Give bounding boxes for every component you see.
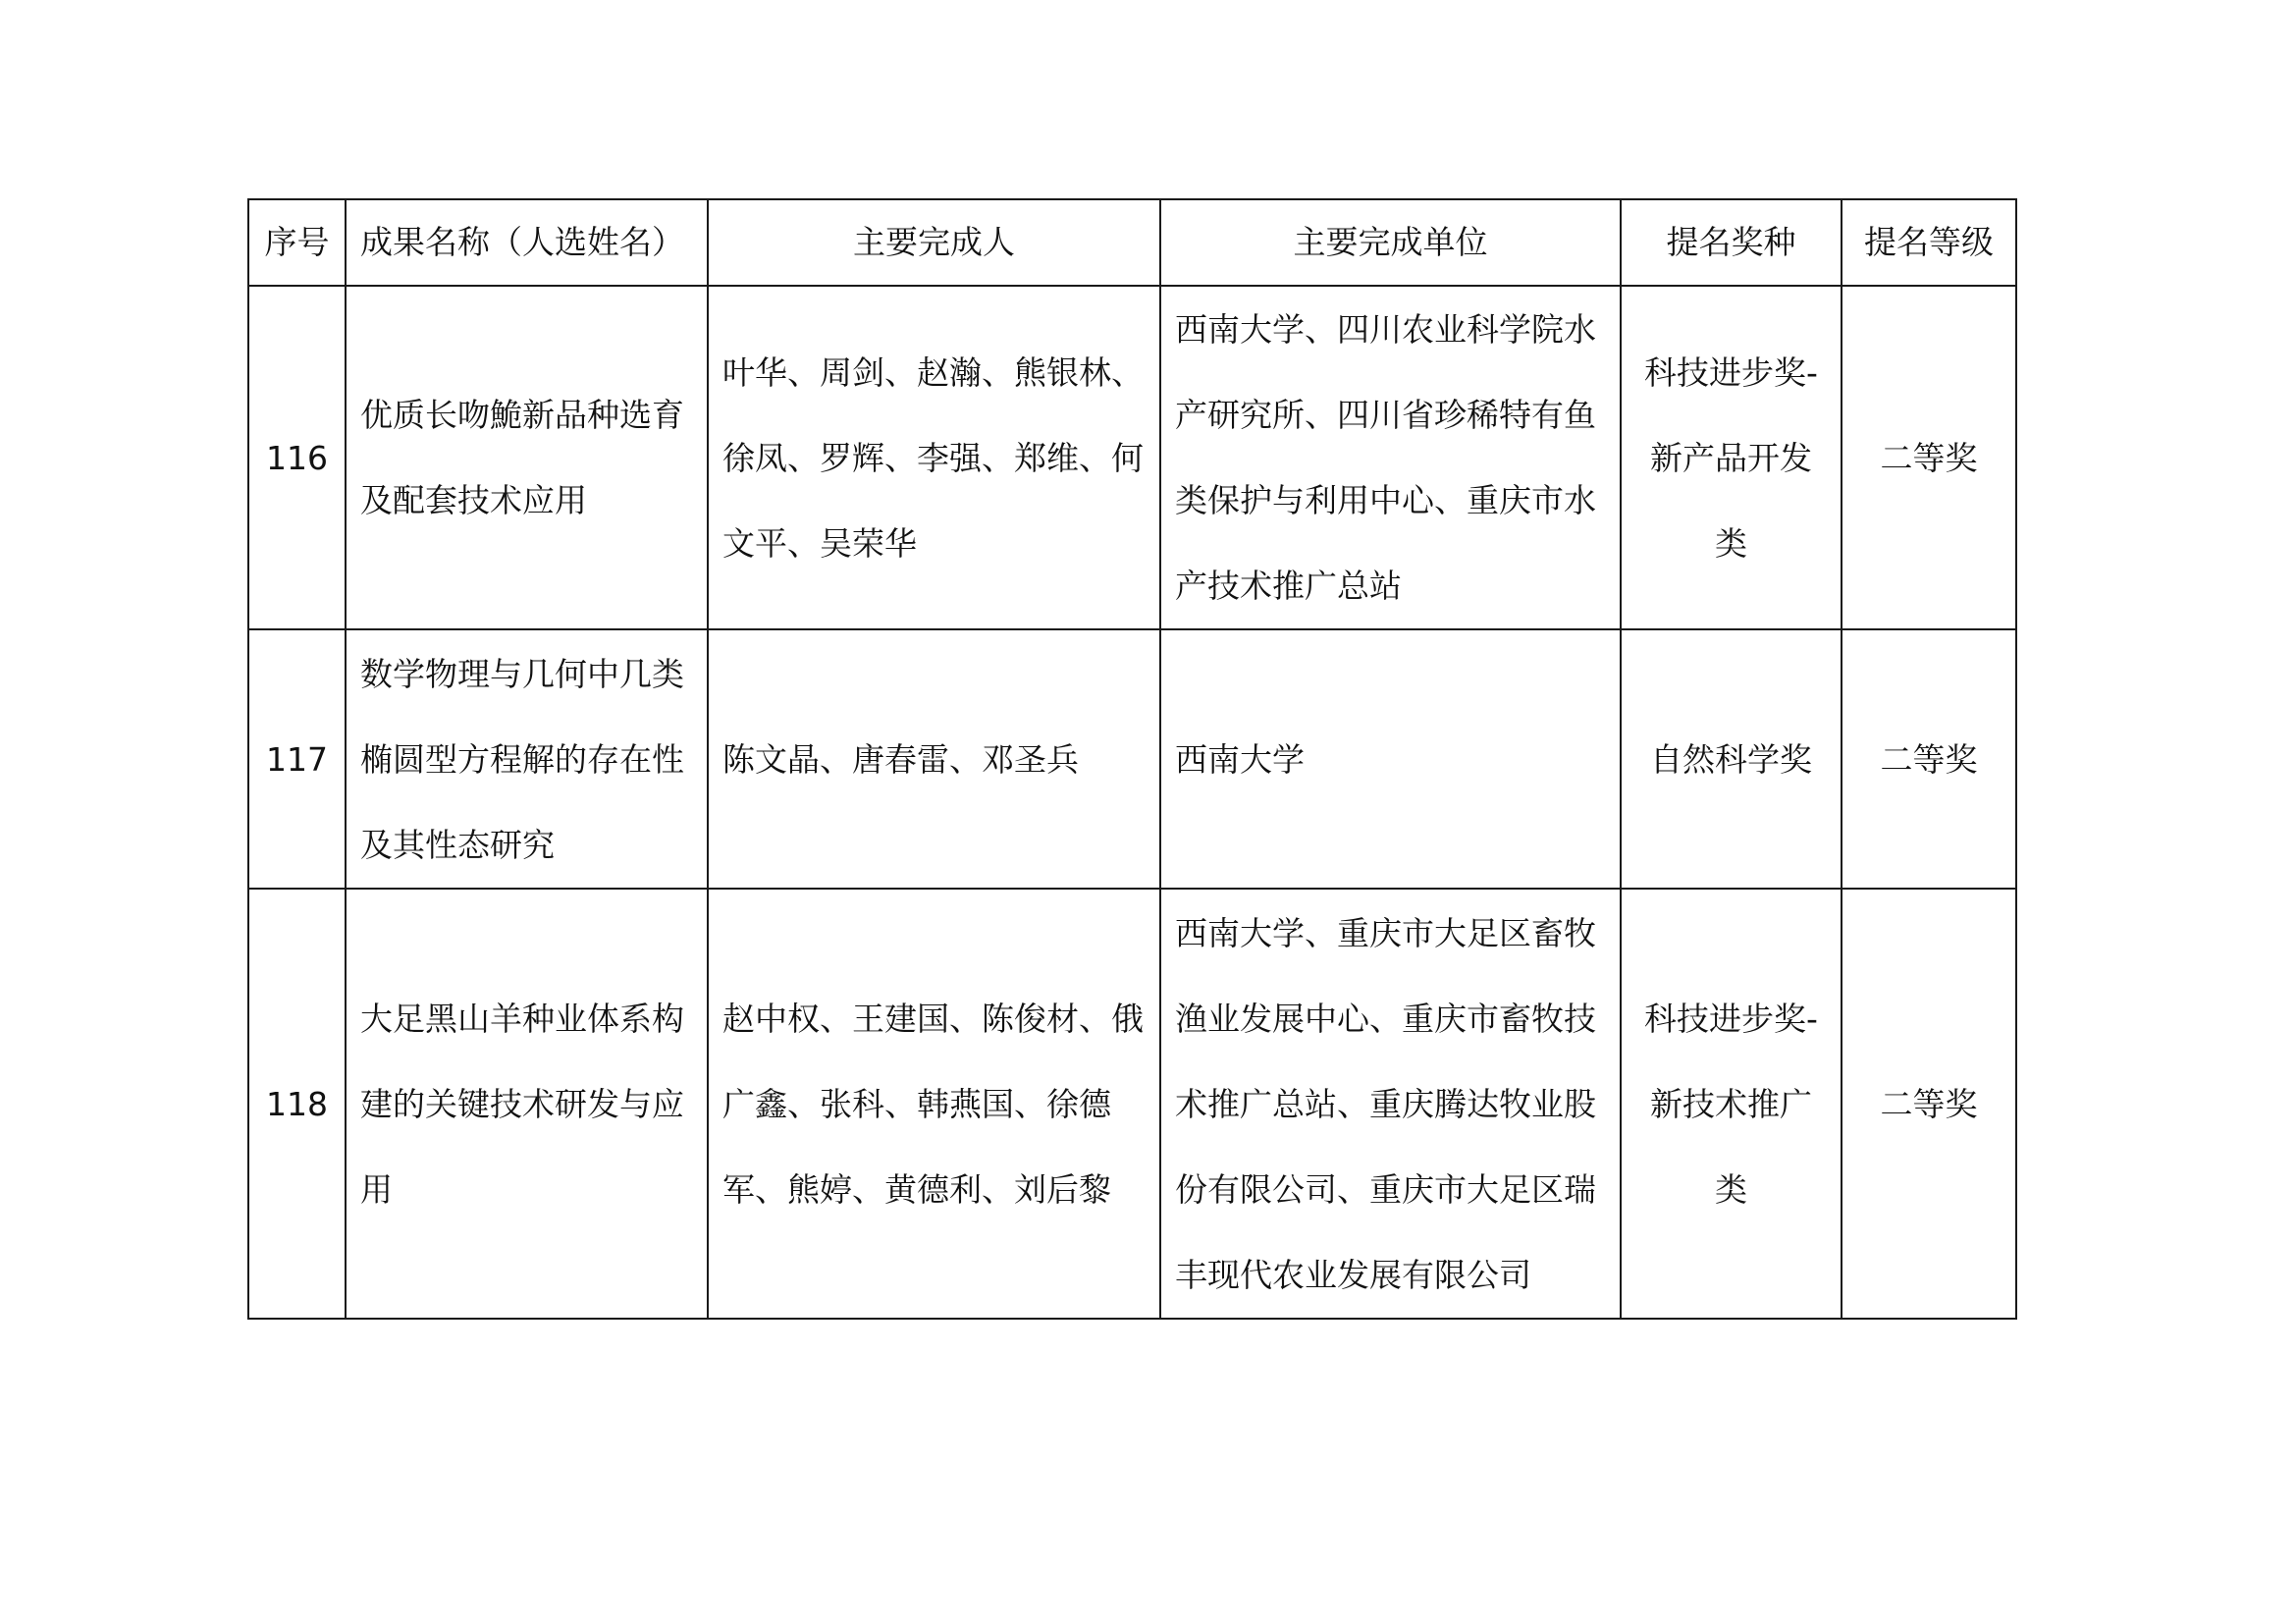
cell-grade: 二等奖: [1842, 889, 2016, 1319]
cell-people: 叶华、周剑、赵瀚、熊银林、徐凤、罗辉、李强、郑维、何文平、吴荣华: [708, 286, 1160, 629]
table-row: [248, 889, 2016, 1319]
header-seq: 序号: [248, 199, 346, 286]
table-row: [248, 286, 2016, 629]
cell-units: 西南大学、四川农业科学院水产研究所、四川省珍稀特有鱼类保护与利用中心、重庆市水产技术推广总站: [1160, 286, 1621, 629]
cell-seq: 116: [248, 286, 346, 629]
header-people: 主要完成人: [708, 199, 1160, 286]
header-grade: 提名等级: [1842, 199, 2016, 286]
cell-grade: 二等奖: [1842, 286, 2016, 629]
header-award: 提名奖种: [1621, 199, 1842, 286]
cell-grade: 二等奖: [1842, 629, 2016, 889]
table-header: [248, 199, 2016, 286]
cell-people: 赵中权、王建国、陈俊材、俄广鑫、张科、韩燕国、徐德军、熊婷、黄德利、刘后黎: [708, 889, 1160, 1319]
cell-title: 优质长吻鮠新品种选育及配套技术应用: [346, 286, 708, 629]
cell-units: 西南大学、重庆市大足区畜牧渔业发展中心、重庆市畜牧技术推广总站、重庆腾达牧业股份有限公司、重庆市大足区瑞丰现代农业发展有限公司: [1160, 889, 1621, 1319]
cell-units: 西南大学: [1160, 629, 1621, 889]
table-body: [248, 286, 2016, 1319]
cell-title: 数学物理与几何中几类椭圆型方程解的存在性及其性态研究: [346, 629, 708, 889]
header-units: 主要完成单位: [1160, 199, 1621, 286]
cell-award: 自然科学奖: [1621, 629, 1842, 889]
awards-table: [247, 198, 2017, 1320]
cell-seq: 117: [248, 629, 346, 889]
cell-seq: 118: [248, 889, 346, 1319]
table-row: [248, 629, 2016, 889]
cell-title: 大足黑山羊种业体系构建的关键技术研发与应用: [346, 889, 708, 1319]
cell-award: 科技进步奖-新产品开发类: [1621, 286, 1842, 629]
header-title: 成果名称（人选姓名）: [346, 199, 708, 286]
cell-people: 陈文晶、唐春雷、邓圣兵: [708, 629, 1160, 889]
header-row: [248, 199, 2016, 286]
cell-award: 科技进步奖-新技术推广类: [1621, 889, 1842, 1319]
